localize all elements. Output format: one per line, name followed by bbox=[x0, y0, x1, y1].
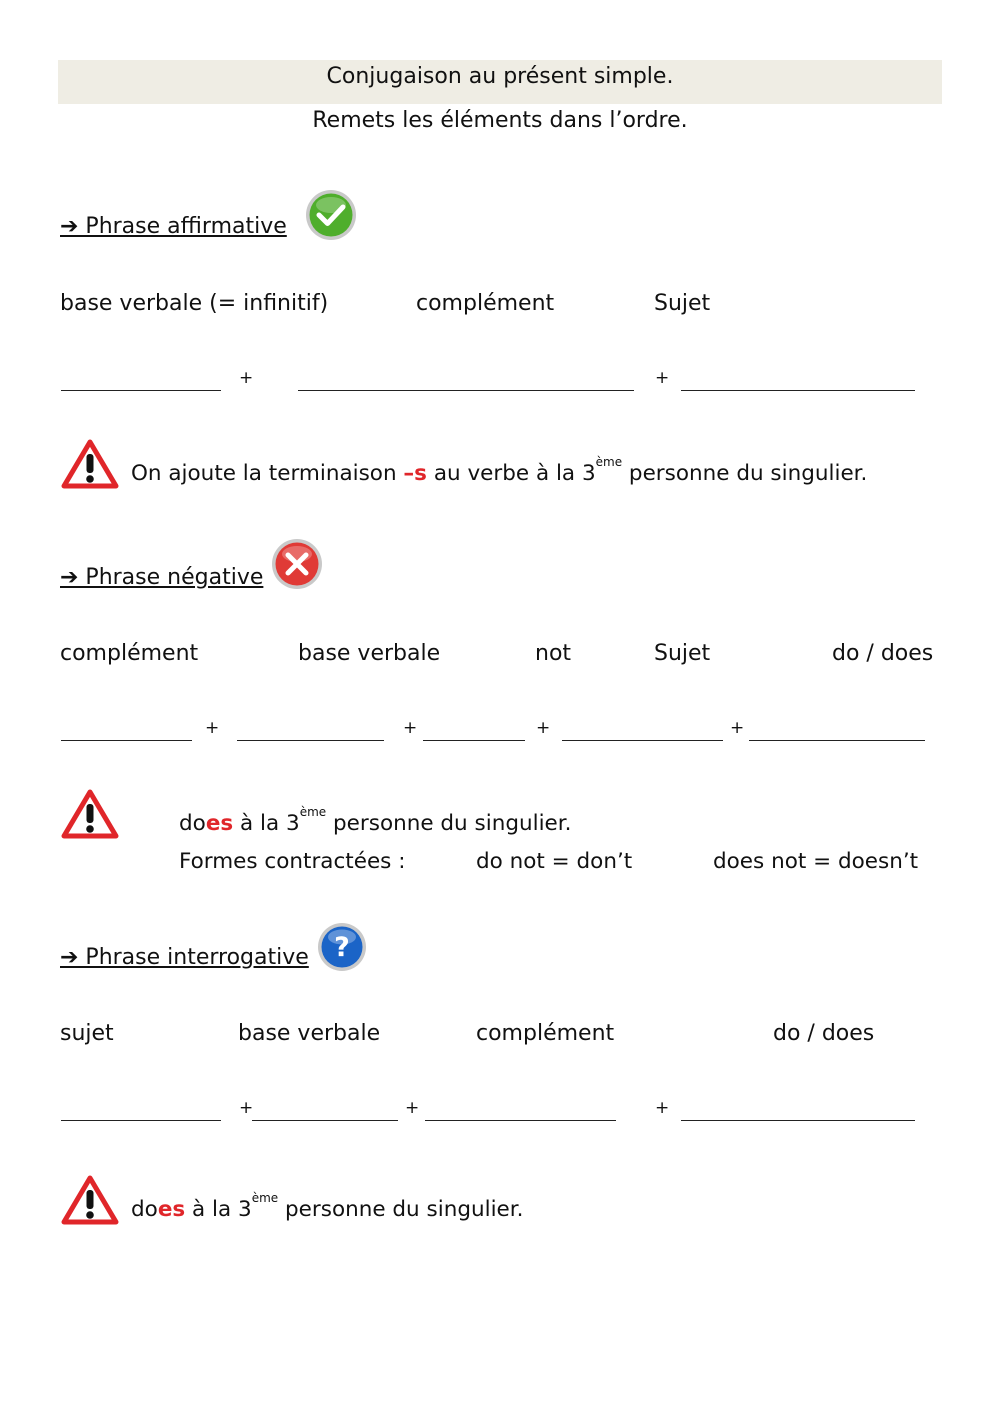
plus-sign: + bbox=[730, 718, 745, 738]
contracted-forms-label: Formes contractées : bbox=[179, 849, 406, 874]
answer-blank[interactable] bbox=[61, 740, 192, 741]
interrogative-label-1: sujet bbox=[60, 1021, 114, 1046]
plus-sign: + bbox=[239, 368, 254, 388]
ending-highlight: es bbox=[157, 1197, 186, 1222]
ending-highlight: es bbox=[205, 811, 234, 836]
negative-label-5: do / does bbox=[832, 641, 934, 666]
negative-label-4: Sujet bbox=[654, 641, 711, 666]
page-title: Conjugaison au présent simple. bbox=[326, 64, 674, 89]
affirmative-note: On ajoute la terminaison –s au verbe à la 3ème personne du singulier. bbox=[131, 455, 868, 486]
page-subtitle: Remets les éléments dans l’ordre. bbox=[312, 108, 688, 133]
warning-icon bbox=[60, 788, 120, 840]
plus-sign: + bbox=[239, 1098, 254, 1118]
interrogative-label-3: complément bbox=[476, 1021, 615, 1046]
answer-blank[interactable] bbox=[681, 390, 915, 391]
negative-label-3: not bbox=[535, 641, 572, 666]
affirmative-label-2: complément bbox=[416, 291, 555, 316]
question-icon bbox=[316, 921, 368, 973]
negative-heading: ➔ Phrase négative bbox=[60, 565, 264, 590]
answer-blank[interactable] bbox=[61, 1120, 221, 1121]
affirmative-label-3: Sujet bbox=[654, 291, 711, 316]
affirmative-heading: ➔ Phrase affirmative bbox=[60, 214, 287, 239]
negative-label-1: complément bbox=[60, 641, 199, 666]
answer-blank[interactable] bbox=[252, 1120, 398, 1121]
plus-sign: + bbox=[403, 718, 418, 738]
warning-icon bbox=[60, 1174, 120, 1226]
contracted-form-dont: do not = don’t bbox=[476, 849, 633, 874]
answer-blank[interactable] bbox=[749, 740, 925, 741]
svg-text:?: ? bbox=[334, 932, 350, 963]
answer-blank[interactable] bbox=[423, 740, 525, 741]
answer-blank[interactable] bbox=[237, 740, 384, 741]
cross-icon bbox=[270, 537, 324, 591]
affirmative-label-1: base verbale (= infinitif) bbox=[60, 291, 329, 316]
negative-note: does à la 3ème personne du singulier. bbox=[179, 805, 572, 836]
answer-blank[interactable] bbox=[562, 740, 723, 741]
answer-blank[interactable] bbox=[425, 1120, 616, 1121]
interrogative-heading: ➔ Phrase interrogative bbox=[60, 945, 309, 970]
interrogative-note: does à la 3ème personne du singulier. bbox=[131, 1191, 524, 1222]
answer-blank[interactable] bbox=[61, 390, 221, 391]
plus-sign: + bbox=[405, 1098, 420, 1118]
ending-highlight: –s bbox=[403, 461, 427, 486]
check-icon bbox=[304, 188, 358, 242]
answer-blank[interactable] bbox=[681, 1120, 915, 1121]
interrogative-label-2: base verbale bbox=[238, 1021, 381, 1046]
contracted-form-doesnt: does not = doesn’t bbox=[713, 849, 919, 874]
answer-blank[interactable] bbox=[298, 390, 634, 391]
plus-sign: + bbox=[536, 718, 551, 738]
plus-sign: + bbox=[655, 1098, 670, 1118]
plus-sign: + bbox=[205, 718, 220, 738]
interrogative-label-4: do / does bbox=[773, 1021, 875, 1046]
negative-label-2: base verbale bbox=[298, 641, 441, 666]
plus-sign: + bbox=[655, 368, 670, 388]
warning-icon bbox=[60, 438, 120, 490]
